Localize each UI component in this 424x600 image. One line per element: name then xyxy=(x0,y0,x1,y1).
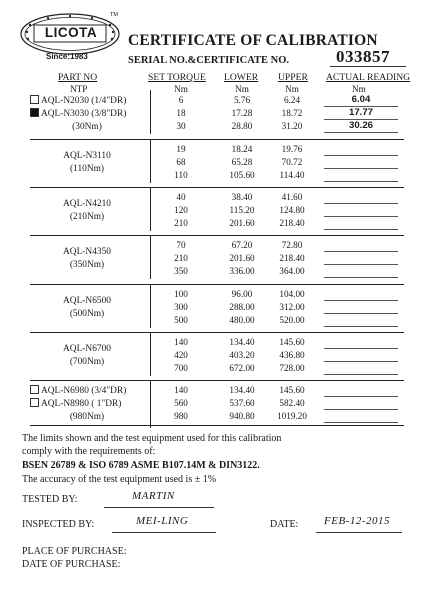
certificate-title: CERTIFICATE OF CALIBRATION xyxy=(128,32,378,49)
model-line xyxy=(32,246,142,259)
lower-limit-cell: 105.60 xyxy=(229,170,255,180)
comply-text: comply with the requirements of: xyxy=(22,446,156,457)
unit-upper: Nm xyxy=(285,84,299,94)
upper-limit-cell: 19.76 xyxy=(281,144,303,154)
upper-limit-cell: 104.00 xyxy=(279,289,305,299)
serial-label: SERIAL NO.&CERTIFICATE NO. xyxy=(128,55,290,66)
model-line xyxy=(32,411,142,424)
actual-reading-line xyxy=(324,216,398,217)
header-part-no: PART NO xyxy=(58,72,98,83)
upper-limit-cell: 436.80 xyxy=(279,350,305,360)
model-line xyxy=(32,259,142,272)
set-torque-cell: 560 xyxy=(174,398,188,408)
model-label: AQL-N3030 (3/8"DR) xyxy=(41,109,127,119)
set-torque-cell: 300 xyxy=(174,302,188,312)
upper-limit-cell: 145.60 xyxy=(279,337,305,347)
actual-reading-line xyxy=(324,326,398,327)
lower-limit-cell: 96.00 xyxy=(231,289,253,299)
lower-limit-cell: 67.20 xyxy=(231,240,253,250)
place-of-purchase-label: PLACE OF PURCHASE: xyxy=(22,546,127,557)
unit-actual: Nm xyxy=(352,84,366,94)
group-separator xyxy=(30,235,404,236)
upper-limit-cell: 218.40 xyxy=(279,253,305,263)
date-value: FEB-12-2015 xyxy=(324,515,390,527)
header-actual-reading: ACTUAL READING xyxy=(326,72,411,83)
upper-limit-cell: 18.72 xyxy=(281,108,303,118)
unit-part-no: NTP xyxy=(70,84,88,94)
serial-number: 033857 xyxy=(336,47,390,66)
set-torque-cell: 420 xyxy=(174,350,188,360)
actual-reading-line xyxy=(324,422,398,423)
set-torque-cell: 120 xyxy=(174,205,188,215)
lower-limit-cell: 537.60 xyxy=(229,398,255,408)
model-line xyxy=(32,150,142,163)
set-torque-cell: 19 xyxy=(176,144,186,154)
tested-by-line xyxy=(104,507,214,508)
header-set-torque: SET TORQUE xyxy=(148,72,206,83)
inspected-by-signature: MEI-LING xyxy=(136,515,189,527)
model-label: (30Nm) xyxy=(72,122,102,132)
actual-reading-line xyxy=(324,348,398,349)
group-separator xyxy=(30,139,404,140)
group-divider xyxy=(150,139,151,183)
group-separator xyxy=(30,284,404,285)
table-bottom-border xyxy=(30,425,404,426)
model-line xyxy=(32,198,142,211)
set-torque-cell: 18 xyxy=(176,108,186,118)
lower-limit-cell: 17.28 xyxy=(231,108,253,118)
upper-limit-cell: 114.40 xyxy=(279,170,305,180)
actual-reading-line xyxy=(324,229,398,230)
model-label: AQL-N6500 xyxy=(63,296,111,306)
group-separator xyxy=(30,187,404,188)
tested-by-label: TESTED BY: xyxy=(22,494,78,505)
actual-reading-line xyxy=(324,361,398,362)
upper-limit-cell: 124.80 xyxy=(279,205,305,215)
set-torque-cell: 210 xyxy=(174,218,188,228)
set-torque-cell: 110 xyxy=(174,170,188,180)
inspected-by-label: INSPECTED BY: xyxy=(22,519,95,530)
standards-text: BSEN 26789 & ISO 6789 ASME B107.14M & DIN3122. xyxy=(22,460,260,471)
model-line xyxy=(32,343,142,356)
serial-underline xyxy=(330,66,406,67)
actual-reading-line xyxy=(324,264,398,265)
actual-reading-line xyxy=(324,313,398,314)
model-line xyxy=(32,356,142,369)
model-line xyxy=(30,385,150,398)
brand-name: LICOTA xyxy=(44,25,98,40)
lower-limit-cell: 38.40 xyxy=(231,192,253,202)
limits-text: The limits shown and the test equipment used for this calibration xyxy=(22,433,282,444)
group-divider xyxy=(150,90,151,134)
model-line xyxy=(32,295,142,308)
actual-reading-line xyxy=(324,300,398,301)
upper-limit-cell: 1019.20 xyxy=(277,411,307,421)
lower-limit-cell: 201.60 xyxy=(229,218,255,228)
date-of-purchase-label: DATE OF PURCHASE: xyxy=(22,559,121,570)
set-torque-cell: 700 xyxy=(174,363,188,373)
lower-limit-cell: 65.28 xyxy=(231,157,253,167)
lower-limit-cell: 672.00 xyxy=(229,363,255,373)
model-label: (500Nm) xyxy=(69,309,105,319)
set-torque-cell: 140 xyxy=(174,337,188,347)
upper-limit-cell: 520.00 xyxy=(279,315,305,325)
group-separator xyxy=(30,332,404,333)
set-torque-cell: 140 xyxy=(174,385,188,395)
model-line xyxy=(30,398,150,411)
group-divider xyxy=(150,284,151,328)
group-separator xyxy=(30,380,404,381)
model-line xyxy=(32,308,142,321)
date-line xyxy=(316,532,402,533)
upper-limit-cell: 728.00 xyxy=(279,363,305,373)
accuracy-text: The accuracy of the test equipment used is ± 1% xyxy=(22,474,217,485)
upper-limit-cell: 72.80 xyxy=(281,240,303,250)
model-label: (350Nm) xyxy=(69,260,105,270)
model-checkbox[interactable] xyxy=(30,385,39,394)
model-line xyxy=(30,108,150,121)
actual-reading-line xyxy=(324,168,398,169)
tm-mark: TM xyxy=(110,12,118,18)
unit-lower: Nm xyxy=(235,84,249,94)
date-label: DATE: xyxy=(270,519,299,530)
model-label: (980Nm) xyxy=(69,412,105,422)
actual-reading-line xyxy=(324,409,398,410)
model-label: AQL-N4350 xyxy=(63,247,111,257)
set-torque-cell: 350 xyxy=(174,266,188,276)
set-torque-cell: 210 xyxy=(174,253,188,263)
actual-reading-line xyxy=(324,374,398,375)
model-label: AQL-N8980 ( 1"DR) xyxy=(41,399,122,409)
model-label: (700Nm) xyxy=(69,357,105,367)
group-divider xyxy=(150,235,151,279)
group-divider xyxy=(150,380,151,428)
actual-reading-line xyxy=(324,396,398,397)
model-line xyxy=(32,163,142,176)
tested-by-signature: MARTIN xyxy=(132,490,175,502)
since-label: Since:1983 xyxy=(46,52,88,61)
header-lower: LOWER xyxy=(224,72,259,83)
inspected-by-line xyxy=(112,532,216,533)
upper-limit-cell: 31.20 xyxy=(281,121,303,131)
upper-limit-cell: 145.60 xyxy=(279,385,305,395)
actual-reading-line xyxy=(324,155,398,156)
lower-limit-cell: 480.00 xyxy=(229,315,255,325)
set-torque-cell: 70 xyxy=(176,240,186,250)
actual-reading-line xyxy=(324,203,398,204)
set-torque-cell: 68 xyxy=(176,157,186,167)
actual-reading-line xyxy=(324,277,398,278)
group-divider xyxy=(150,332,151,376)
set-torque-cell: 100 xyxy=(174,289,188,299)
model-label: AQL-N6980 (3/4"DR) xyxy=(41,386,127,396)
lower-limit-cell: 288.00 xyxy=(229,302,255,312)
upper-limit-cell: 41.60 xyxy=(281,192,303,202)
model-label: (110Nm) xyxy=(69,164,105,174)
model-line xyxy=(32,211,142,224)
upper-limit-cell: 582.40 xyxy=(279,398,305,408)
set-torque-cell: 500 xyxy=(174,315,188,325)
actual-reading-line xyxy=(324,181,398,182)
actual-reading-value[interactable]: 6.04 xyxy=(351,94,371,105)
unit-set-torque: Nm xyxy=(174,84,188,94)
lower-limit-cell: 28.80 xyxy=(231,121,253,131)
model-label: (210Nm) xyxy=(69,212,105,222)
model-label: AQL-N6700 xyxy=(63,344,111,354)
model-line xyxy=(30,95,150,108)
set-torque-cell: 6 xyxy=(178,95,184,105)
model-label: AQL-N2030 (1/4"DR) xyxy=(41,96,127,106)
lower-limit-cell: 336.00 xyxy=(229,266,255,276)
upper-limit-cell: 70.72 xyxy=(281,157,303,167)
upper-limit-cell: 312.00 xyxy=(279,302,305,312)
upper-limit-cell: 364.00 xyxy=(279,266,305,276)
model-checkbox[interactable] xyxy=(30,108,39,117)
lower-limit-cell: 115.20 xyxy=(229,205,255,215)
lower-limit-cell: 18.24 xyxy=(231,144,253,154)
actual-reading-value[interactable]: 30.26 xyxy=(348,120,373,131)
lower-limit-cell: 5.76 xyxy=(233,95,251,105)
actual-reading-line xyxy=(324,132,398,133)
model-checkbox[interactable] xyxy=(30,95,39,104)
lower-limit-cell: 940.80 xyxy=(229,411,255,421)
set-torque-cell: 980 xyxy=(174,411,188,421)
lower-limit-cell: 134.40 xyxy=(229,385,255,395)
model-line xyxy=(32,121,142,134)
upper-limit-cell: 218.40 xyxy=(279,218,305,228)
model-label: AQL-N4210 xyxy=(63,199,111,209)
model-checkbox[interactable] xyxy=(30,398,39,407)
model-label: AQL-N3110 xyxy=(63,151,111,161)
group-divider xyxy=(150,187,151,231)
lower-limit-cell: 134.40 xyxy=(229,337,255,347)
lower-limit-cell: 201.60 xyxy=(229,253,255,263)
lower-limit-cell: 403.20 xyxy=(229,350,255,360)
actual-reading-value[interactable]: 17.77 xyxy=(348,107,373,118)
set-torque-cell: 40 xyxy=(176,192,186,202)
set-torque-cell: 30 xyxy=(176,121,186,131)
actual-reading-line xyxy=(324,251,398,252)
upper-limit-cell: 6.24 xyxy=(283,95,301,105)
header-upper: UPPER xyxy=(278,72,308,83)
